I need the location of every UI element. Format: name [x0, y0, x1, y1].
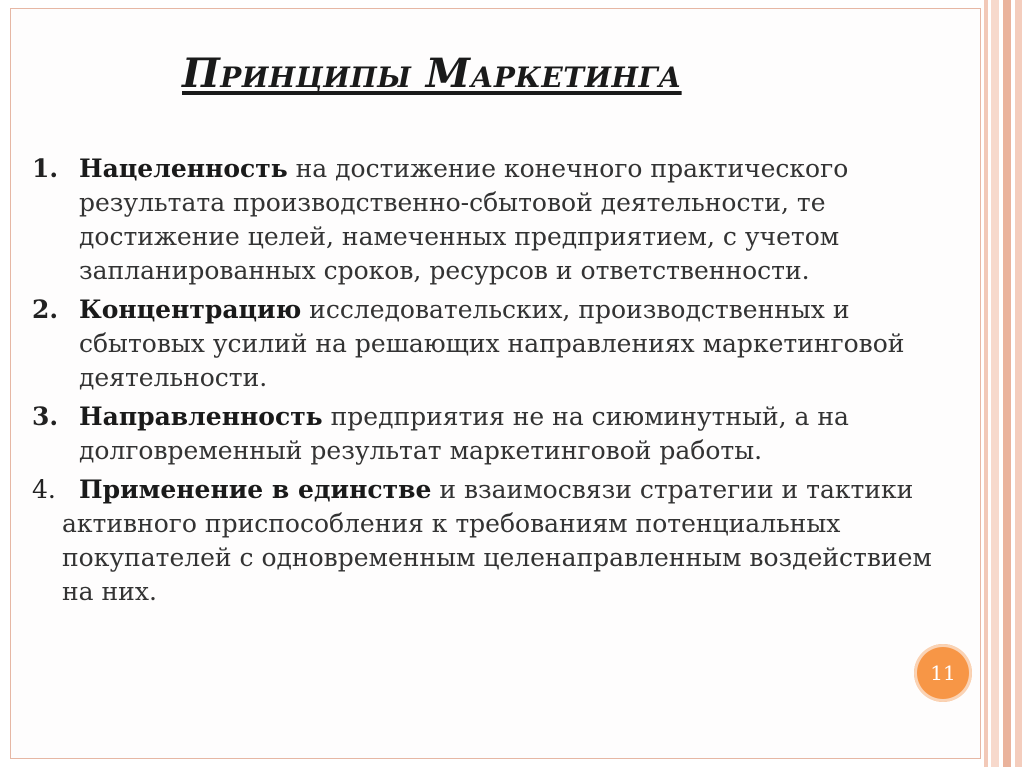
item-number: 4.: [32, 475, 56, 504]
slide-title: Принципы Маркетинга: [182, 50, 682, 97]
item-lead: Концентрацию: [79, 295, 302, 324]
stripe: [984, 0, 988, 767]
item-number: 1.: [32, 154, 59, 183]
item-text: и взаимосвязи стратегии и тактики активного приспособления к требованиям потенциальных покупателей с одновременным целенаправленным воздействием на них.: [62, 475, 932, 606]
list-item: [32, 152, 952, 288]
item-lead: Направленность: [79, 402, 323, 431]
item-text: предприятия не на сиюминутный, а на долговременный результат маркетинговой работы.: [79, 402, 849, 465]
item-number: 3.: [32, 402, 59, 431]
item-lead: Нацеленность: [79, 154, 288, 183]
stripe: [1003, 0, 1011, 767]
stripe: [1015, 0, 1022, 767]
list-item: [32, 293, 952, 395]
item-lead: Применение в единстве: [79, 475, 432, 504]
page-number-badge: 11: [914, 644, 972, 702]
item-text: на достижение конечного практического результата производственно-сбытовой деятельности, те достижение целей, намеченных предприятием, с учетом запланированных сроков, ресурсов и ответственности.: [79, 154, 849, 285]
item-text: исследовательских, производственных и сбытовых усилий на решающих направлениях маркетинговой деятельности.: [79, 295, 905, 392]
list-item: [32, 400, 952, 468]
stripe: [991, 0, 999, 767]
item-number: 2.: [32, 295, 59, 324]
principles-list: [32, 152, 952, 614]
list-item: [32, 473, 952, 609]
decorative-stripes: [981, 0, 1024, 767]
